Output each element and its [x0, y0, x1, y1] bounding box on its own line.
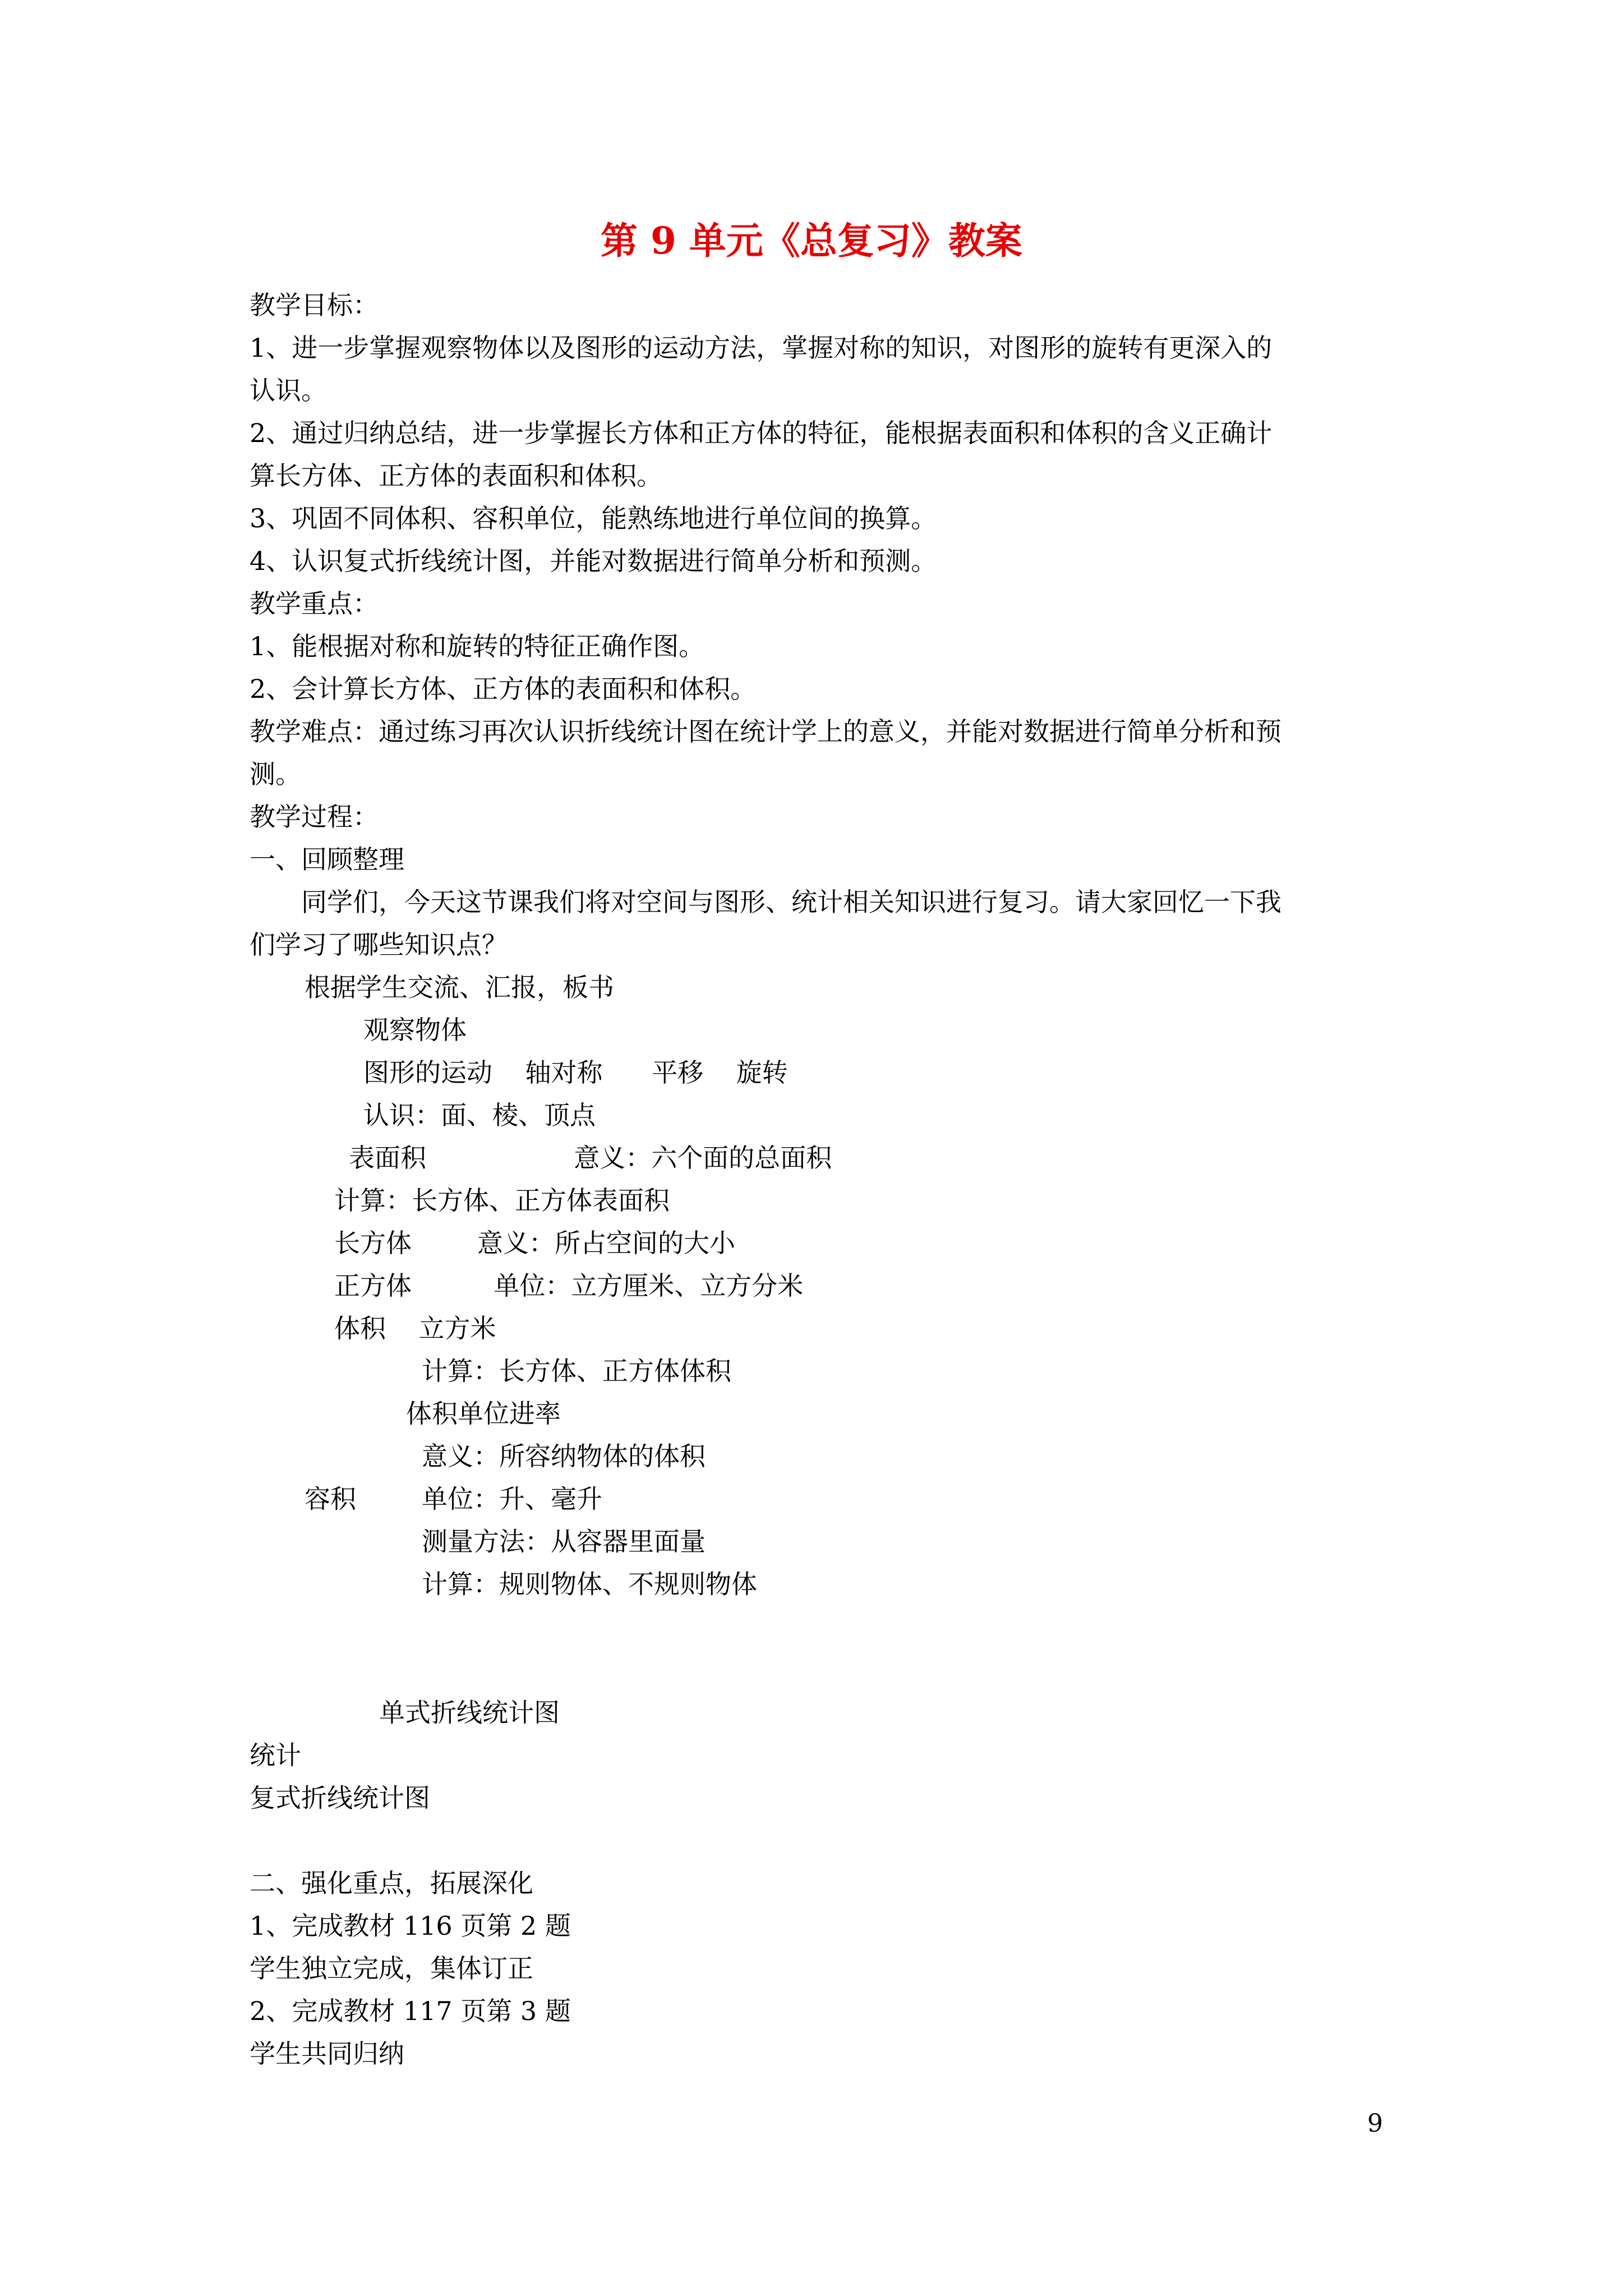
objective-1: 1、进一步掌握观察物体以及图形的运动方法，掌握对称的知识，对图形的旋转有更深入的 — [250, 333, 1272, 363]
board-compound-line-chart: 复式折线统计图 — [250, 1783, 430, 1813]
document-title: 第 9 单元《总复习》教案 — [601, 219, 1022, 263]
intro-paragraph-cont: 们学习了哪些知识点？ — [250, 930, 508, 960]
board-observe-objects: 观察物体 — [363, 1015, 467, 1045]
board-volume-calc: 计算：长方体、正方体体积 — [422, 1356, 731, 1386]
exercise-1-note: 学生独立完成，集体订正 — [250, 1953, 533, 1984]
key-point-2: 2、会计算长方体、正方体的表面积和体积。 — [250, 674, 757, 704]
section-2-heading: 二、强化重点，拓展深化 — [250, 1868, 533, 1898]
objective-1-cont: 认识。 — [250, 375, 327, 406]
board-capacity-calc: 计算：规则物体、不规则物体 — [422, 1569, 757, 1599]
heading-objectives: 教学目标： — [250, 290, 379, 320]
board-cuboid: 长方体 意义：所占空间的大小 — [334, 1228, 735, 1258]
intro-paragraph: 同学们，今天这节课我们将对空间与图形、统计相关知识进行复习。请大家回忆一下我 — [301, 887, 1281, 917]
section-1-heading: 一、回顾整理 — [250, 844, 404, 875]
board-shape-motion: 图形的运动 轴对称 平移 旋转 — [363, 1057, 788, 1088]
board-single-line-chart: 单式折线统计图 — [379, 1697, 560, 1728]
board-surface-area: 表面积 意义：六个面的总面积 — [349, 1143, 832, 1173]
board-surface-calc: 计算：长方体、正方体表面积 — [334, 1185, 670, 1216]
board-measure: 测量方法：从容器里面量 — [422, 1526, 706, 1557]
difficulty-cont: 测。 — [250, 759, 301, 789]
exercise-2: 2、完成教材 117 页第 3 题 — [250, 1996, 571, 2026]
board-volume: 体积 立方米 — [334, 1313, 496, 1343]
page-number: 9 — [1367, 2109, 1383, 2138]
board-volume-rate: 体积单位进率 — [406, 1398, 561, 1429]
exercise-2-note: 学生共同归纳 — [250, 2039, 404, 2069]
board-capacity-meaning: 意义：所容纳物体的体积 — [422, 1441, 706, 1471]
exercise-1: 1、完成教材 116 页第 2 题 — [250, 1911, 571, 1941]
key-point-1: 1、能根据对称和旋转的特征正确作图。 — [250, 631, 705, 661]
board-statistics: 统计 — [250, 1740, 301, 1770]
heading-key-points: 教学重点： — [250, 588, 379, 619]
objective-4: 4、认识复式折线统计图，并能对数据进行简单分析和预测。 — [250, 546, 937, 576]
objective-3: 3、巩固不同体积、容积单位，能熟练地进行单位间的换算。 — [250, 503, 937, 533]
difficulty: 教学难点：通过练习再次认识折线统计图在统计学上的意义，并能对数据进行简单分析和预 — [250, 716, 1281, 747]
objective-2: 2、通过归纳总结，进一步掌握长方体和正方体的特征，能根据表面积和体积的含义正确计 — [250, 418, 1272, 448]
board-capacity: 容积 单位：升、毫升 — [305, 1484, 602, 1514]
board-cube: 正方体 单位：立方厘米、立方分米 — [334, 1271, 804, 1301]
heading-process: 教学过程： — [250, 802, 379, 832]
board-recognize: 认识：面、棱、顶点 — [363, 1100, 596, 1130]
objective-2-cont: 算长方体、正方体的表面积和体积。 — [250, 461, 662, 491]
board-intro: 根据学生交流、汇报，板书 — [305, 972, 614, 1002]
